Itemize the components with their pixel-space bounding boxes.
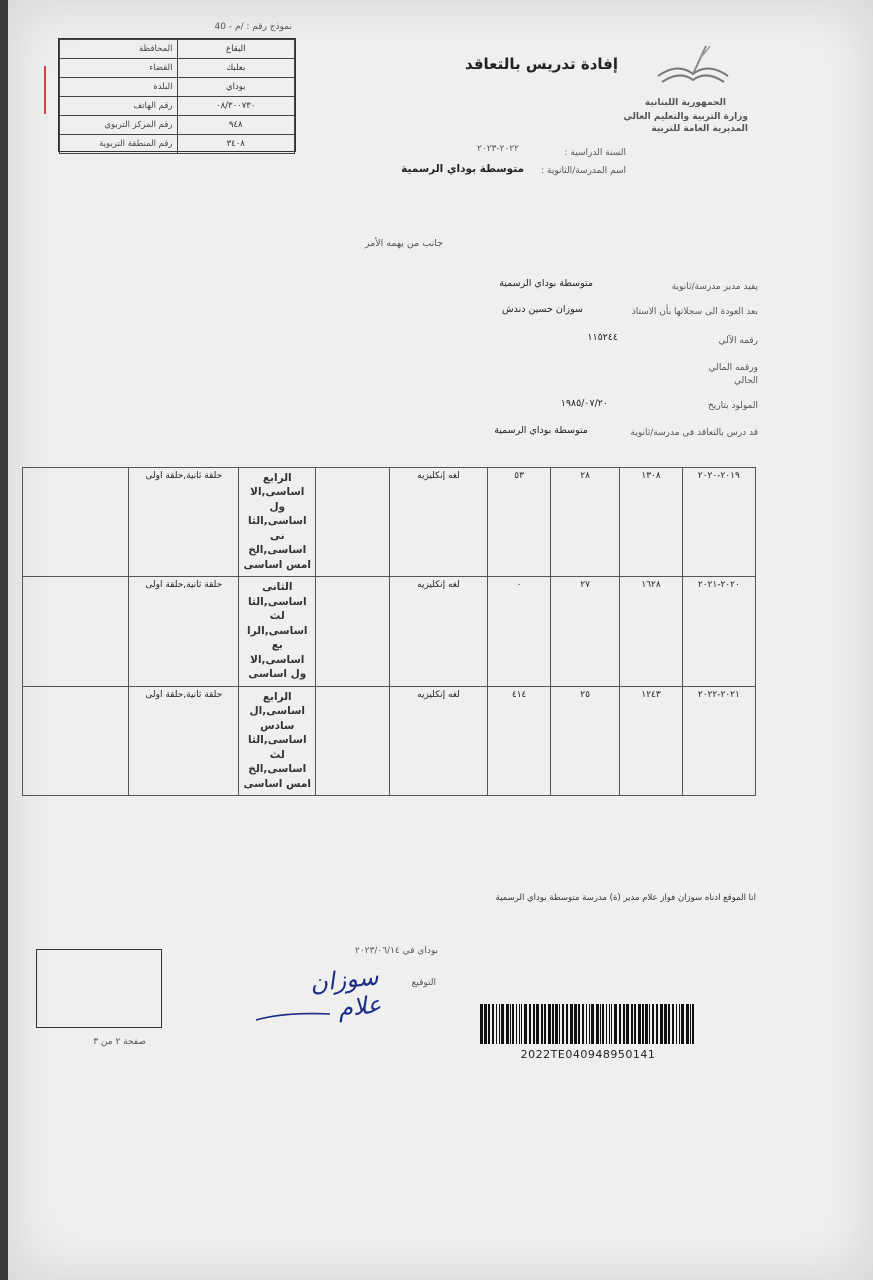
barcode-bar [631,1004,633,1044]
barcode-bar [586,1004,587,1044]
barcode-bar [559,1004,560,1044]
barcode-bar [566,1004,568,1044]
barcode-bar [660,1004,663,1044]
signature-label: التوقيع [411,978,436,988]
barcode-bar [656,1004,658,1044]
barcode-bar [516,1004,517,1044]
ministry-name: وزارة التربية والتعليم العالي [623,112,748,122]
directorate-name: المديرية العامة للتربية [651,124,748,134]
barcode-bar [506,1004,509,1044]
barcode-bar [499,1004,500,1044]
barcode-bar [634,1004,636,1044]
cell-subject: لغه إنكليزيه [389,686,488,795]
stamp-mark [44,66,56,114]
barcode-bar [652,1004,654,1044]
barcode-bar [578,1004,580,1044]
cell-cycle: حلقة ثانية,حلقة اولى [129,468,239,577]
barcode-bar [614,1004,617,1044]
cell-hours: ١٢٤٣ [620,686,682,795]
table-row [23,468,756,577]
document-title: إفادة تدريس بالتعاقد [465,55,618,73]
barcode-bar [492,1004,494,1044]
cell-year: ٢٠١٩-٢٠٢٠ [682,468,755,577]
body-line2-label: بعد العودة الى سجلاتها بأن الاستاذ [631,307,758,317]
barcode-bar [602,1004,604,1044]
cell-weeks: ٢٥ [550,686,620,795]
cell-weeks: ٢٧ [550,577,620,686]
school-value: متوسطة بوداي الرسمية [401,163,524,175]
cell-empty [316,468,389,577]
barcode-bar [679,1004,680,1044]
info-label: رقم المركز التربوي [60,116,178,135]
body-line3-label: رقمه الآلي [718,336,758,346]
ministry-logo-icon [648,40,738,96]
info-value: بعلبك [177,59,295,78]
barcode-bar [676,1004,677,1044]
body-line2-value: سوزان حسين دندش [501,304,583,315]
cell-year: ٢٠٢٠-٢٠٢١ [682,577,755,686]
cell-extra: ٠ [488,577,550,686]
barcode-bar [480,1004,483,1044]
info-label: رقم المنطقة التربوية [60,135,178,154]
body-line6-value: متوسطة بوداي الرسمية [494,425,588,436]
barcode-bar [690,1004,691,1044]
info-value: ٩٤٨ [177,116,295,135]
barcode-bar [692,1004,694,1044]
form-number: نموذج رقم : /م - 40 [214,22,292,32]
barcode-bar [533,1004,535,1044]
cell-empty [316,577,389,686]
cell-cycle: حلقة ثانية,حلقة اولى [129,686,239,795]
cell-cycle: حلقة ثانية,حلقة اولى [129,577,239,686]
teaching-table [22,467,756,796]
barcode-bar [664,1004,667,1044]
info-value: البقاع [177,40,295,59]
body-line1-label: يفيد مدير مدرسة/ثانوية [671,282,758,292]
barcode-bar [562,1004,564,1044]
info-value: ٠٨/٣٠٠٧٣٠ [177,97,295,116]
signature-underline-icon [254,1008,334,1026]
school-label: اسم المدرسة/الثانوية : [541,166,626,176]
barcode-bar [548,1004,551,1044]
cell-extra: ٤١٤ [488,686,550,795]
body-line5-value: ١٩٨٥/٠٧/٢٠ [560,398,608,409]
year-value: ٢٠٢٢-٢٠٢٣ [477,144,519,154]
cell-empty [23,577,129,686]
info-row [60,116,295,135]
barcode-bar [649,1004,650,1044]
info-row [60,78,295,97]
barcode-bar [529,1004,531,1044]
info-row [60,40,295,59]
page-number: صفحة ٢ من ٣ [93,1037,146,1047]
info-row [60,135,295,154]
body-line1-value: متوسطة بوداي الرسمية [499,278,593,289]
cell-subject: لغه إنكليزيه [389,468,488,577]
barcode-bar [589,1004,590,1044]
barcode-bar [672,1004,674,1044]
info-value: ٣٤٠٨ [177,135,295,154]
barcode-bar [521,1004,522,1044]
barcode-bar [524,1004,527,1044]
barcode-bar [623,1004,625,1044]
barcode-bar [555,1004,558,1044]
barcode-bar [582,1004,584,1044]
cell-hours: ١٦٢٨ [620,577,682,686]
info-value: بوداي [177,78,295,97]
cell-classes: الثانى اساسى,الثا لث اساسى,الرا بع اساسى,الا ول اساسى [239,577,316,686]
cell-classes: الرابع اساسى,ال سادس اساسى,الثا لث اساسى,الخ امس اساسى [239,686,316,795]
addressee: جانب من يهمه الأمر [364,238,443,249]
barcode-bar [642,1004,644,1044]
barcode-bar [681,1004,684,1044]
cell-empty [316,686,389,795]
barcode-bar [544,1004,546,1044]
barcode-bar [600,1004,601,1044]
barcode-bar [686,1004,689,1044]
barcode-bar [606,1004,607,1044]
cell-hours: ١٣٠٨ [620,468,682,577]
declaration-text: انا الموقع ادناه سوزان فواز علام مدير (ة) مدرسة متوسطة بوداي الرسمية [495,893,756,903]
barcode-bar [591,1004,594,1044]
barcode-bar [574,1004,577,1044]
barcode-bar [536,1004,539,1044]
republic-name: الجمهورية اللبنانية [644,98,726,108]
barcode-bar [609,1004,610,1044]
barcode-bar [611,1004,612,1044]
info-label: المحافظة [60,40,178,59]
body-line5-label: المولود بتاريخ [708,401,758,411]
barcode-bar [496,1004,497,1044]
signature-box [36,949,162,1028]
table-row [23,577,756,686]
barcode-bar [596,1004,599,1044]
barcode-bar [645,1004,648,1044]
handwritten-signature: سوزان علام [308,962,383,1023]
barcode-bar [512,1004,514,1044]
cell-empty [23,468,129,577]
year-label: السنة الدراسية : [564,148,626,158]
barcode-bar [552,1004,554,1044]
info-box [58,38,296,152]
info-row [60,97,295,116]
cell-year: ٢٠٢١-٢٠٢٢ [682,686,755,795]
cell-weeks: ٢٨ [550,468,620,577]
barcode-bar [510,1004,511,1044]
cell-subject: لغه إنكليزيه [389,577,488,686]
barcode-bar [541,1004,543,1044]
body-line6-label: قد درس بالتعاقد في مدرسة/ثانوية [630,428,758,438]
barcode-bar [626,1004,629,1044]
document-page [8,0,873,1280]
barcode-bar [619,1004,621,1044]
table-row [23,686,756,795]
info-label: البلدة [60,78,178,97]
barcode-bar [668,1004,670,1044]
info-label: رقم الهاتف [60,97,178,116]
barcode-bar [638,1004,641,1044]
cell-empty [23,686,129,795]
barcode-number: 2022TE040948950141 [520,1048,656,1061]
cell-extra: ٥٣ [488,468,550,577]
body-line3-value: ١١٥٢٤٤ [587,332,618,343]
barcode-bar [488,1004,490,1044]
barcode-icon [478,1004,698,1044]
info-row [60,59,295,78]
cell-classes: الرابع اساسى,الا ول اساسى,الثا نى اساسى,الخ امس اساسى [239,468,316,577]
barcode-bar [484,1004,487,1044]
place-date: بوداي في ٢٠٢٣/٠٦/١٤ [355,946,438,956]
barcode-bar [501,1004,504,1044]
info-label: القضاء [60,59,178,78]
barcode-bar [570,1004,573,1044]
body-line4-label: ورقمه المالي الحالي [708,363,758,386]
barcode-bar [519,1004,520,1044]
